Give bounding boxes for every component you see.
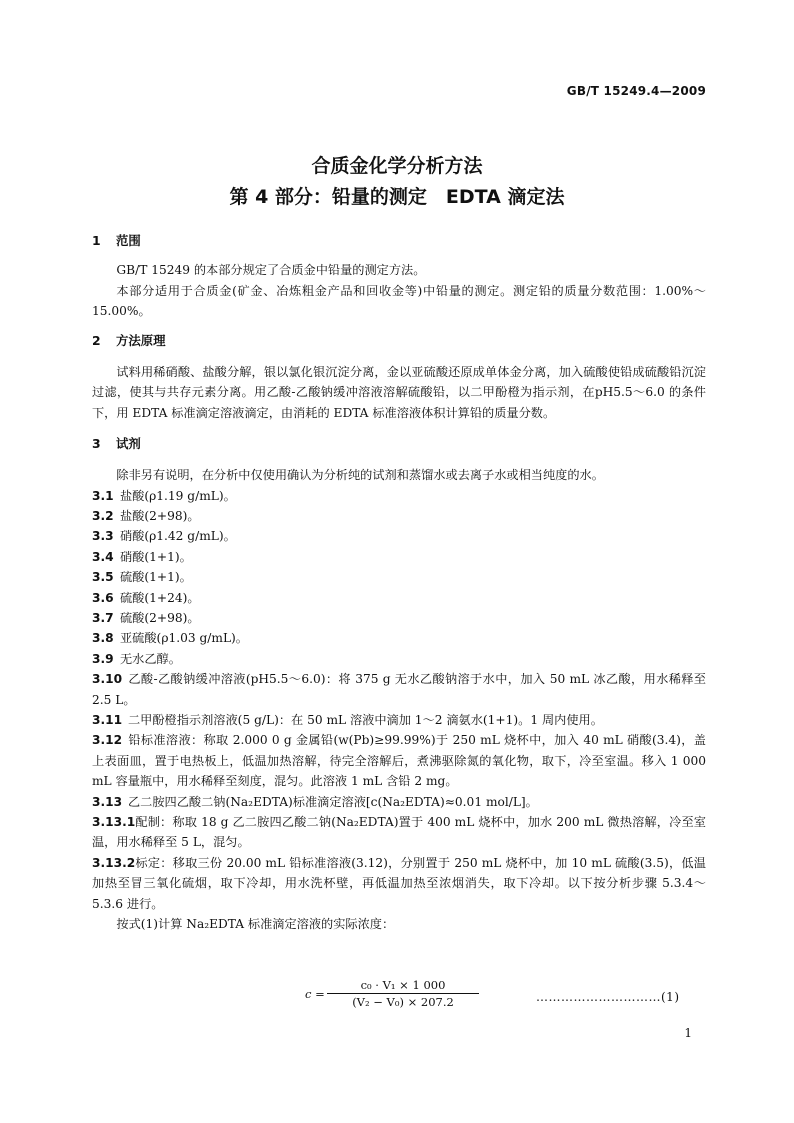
reagent-item: 3.10 乙酸-乙酸钠缓冲溶液(pH5.5～6.0)：将 375 g 无水乙酸钠溶于水中，加入 50 mL 冰乙酸，用水稀释至 2.5 L。	[92, 672, 706, 707]
document-body	[92, 230, 706, 935]
reagent-item: 3.4 硝酸(1+1)。	[92, 549, 192, 564]
section-2	[92, 330, 706, 424]
equation-number: …………………………(1)	[536, 990, 680, 1004]
paragraph: 本部分适用于合质金(矿金、冶炼粗金产品和回收金等)中铅量的测定。测定铅的质量分数范围：1.00%～15.00%。	[92, 283, 706, 318]
standard-number: GB/T 15249.4—2009	[566, 84, 706, 98]
paragraph: 试料用稀硝酸、盐酸分解，银以氯化银沉淀分离，金以亚硫酸还原成单体金分离，加入硫酸使铅成硫酸铅沉淀过滤，使其与共存元素分离。用乙酸-乙酸钠缓冲溶液溶解硫酸铅，以二甲酚橙为指示剂，在pH5.5～6.0 的条件下，用 EDTA 标准滴定溶液滴定，由消耗的 EDTA 标准溶液体积计算铅的质量分数。	[92, 364, 706, 420]
reagent-item: 3.13.1配制：称取 18 g 乙二胺四乙酸二钠(Na₂EDTA)置于 400 mL 烧杯中，加水 200 mL 微热溶解，冷至室温，用水稀释至 5 L，混匀。	[92, 815, 706, 850]
reagent-item: 3.6 硫酸(1+24)。	[92, 590, 200, 605]
formula-denominator: (V₂ − V₀) × 207.2	[352, 995, 454, 1009]
section-3	[92, 433, 706, 935]
page-number: 1	[684, 1026, 692, 1040]
paragraph: 除非另有说明，在分析中仅使用确认为分析纯的试剂和蒸馏水或去离子水或相当纯度的水。	[116, 468, 604, 482]
reagent-item: 3.5 硫酸(1+1)。	[92, 570, 192, 585]
section-heading: 1 范围	[92, 233, 141, 248]
reagent-item: 3.1 盐酸(ρ1.19 g/mL)。	[92, 488, 236, 503]
reagent-item: 3.2 盐酸(2+98)。	[92, 508, 200, 523]
formula	[305, 978, 479, 1009]
formula-lhs: c =	[305, 987, 325, 1001]
reagent-item: 3.13.2标定：移取三份 20.00 mL 铅标准溶液(3.12)，分别置于 250 mL 烧杯中，加 10 mL 硫酸(3.5)，低温加热至冒三氧化硫烟，取下冷却，用水洗杯壁，再低温加热至浓烟消失，取下冷却。以下按分析步骤 5.3.4～5.3.6 进行。	[92, 855, 706, 911]
document-title: 合质金化学分析方法	[311, 155, 483, 177]
section-1	[92, 230, 706, 322]
reagent-item: 3.3 硝酸(ρ1.42 g/mL)。	[92, 529, 236, 544]
section-heading: 2 方法原理	[92, 332, 166, 348]
section-heading: 3 试剂	[92, 436, 141, 451]
reagent-item: 3.7 硫酸(2+98)。	[92, 610, 200, 625]
reagent-item: 3.11 二甲酚橙指示剂溶液(5 g/L)：在 50 mL 溶液中滴加 1～2 滴氨水(1+1)。1 周内使用。	[92, 712, 603, 727]
reagent-item: 3.9 无水乙醇。	[92, 651, 181, 666]
paragraph: GB/T 15249 的本部分规定了合质金中铅量的测定方法。	[116, 263, 426, 277]
formula-numerator: c₀ · V₁ × 1 000	[327, 978, 479, 994]
document-subtitle: 第 4 部分：铅量的测定 EDTA 滴定法	[229, 186, 565, 208]
reagent-item: 3.8 亚硫酸(ρ1.03 g/mL)。	[92, 631, 248, 646]
reagent-item: 3.12 铅标准溶液：称取 2.000 0 g 金属铅(w(Pb)≥99.99%)于 250 mL 烧杯中，加入 40 mL 硝酸(3.4)，盖上表面皿，置于电热板上，低温加热溶解，待完全溶解后，煮沸驱除氮的氧化物，取下，冷至室温。移入 1 000 mL 容量瓶中，用水稀释至刻度，混匀。此溶液 1 mL 含铅 2 mg。	[92, 733, 706, 789]
reagent-item: 3.13 乙二胺四乙酸二钠(Na₂EDTA)标准滴定溶液[c(Na₂EDTA)≈0.01 mol/L]。	[92, 794, 538, 809]
formula-intro: 按式(1)计算 Na₂EDTA 标准滴定溶液的实际浓度：	[116, 917, 395, 932]
